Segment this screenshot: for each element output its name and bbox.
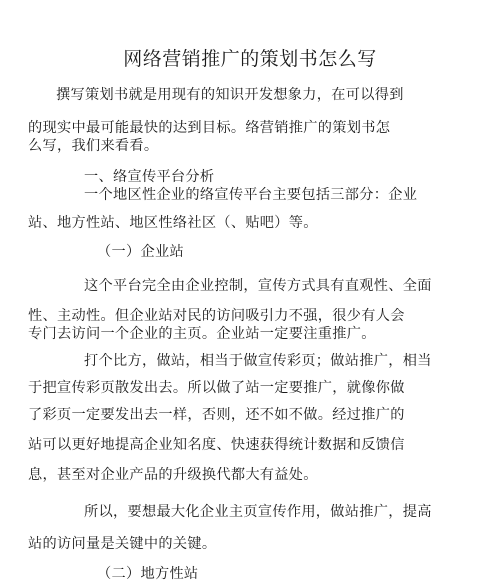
paragraph-line: 站可以更好地提高企业知名度、快速获得统计数据和反馈信 [28, 437, 405, 453]
paragraph-line: 息，甚至对企业产品的升级换代都大有益处。 [28, 467, 318, 483]
section-heading: 一、络宣传平台分析 [84, 169, 215, 185]
paragraph-line: 打个比方，做站，相当于做宣传彩页；做站推广，相当 [84, 353, 432, 369]
paragraph-line: 了彩页一定要发出去一样，否则，还不如不做。经过推广的 [28, 407, 405, 423]
paragraph-line: 这个平台完全由企业控制，宣传方式具有直观性、全面 [84, 278, 432, 294]
subsection-heading: （一）企业站 [97, 244, 184, 260]
paragraph-line: 么写，我们来看看。 [28, 138, 159, 154]
paragraph-line: 站、地方性站、地区性络社区（、贴吧）等。 [28, 215, 318, 231]
paragraph-line: 撰写策划书就是用现有的知识开发想象力，在可以得到 [56, 87, 404, 103]
paragraph-line: 的现实中最可能最快的达到目标。络营销推广的策划书怎 [28, 120, 391, 136]
paragraph-line: 专门去访问一个企业的主页。企业站一定要注重推广。 [28, 326, 376, 342]
paragraph-line: 一个地区性企业的络宣传平台主要包括三部分：企业 [84, 187, 418, 203]
paragraph-line: 性、主动性。但企业站对民的访问吸引力不强，很少有人会 [28, 308, 405, 324]
subsection-heading: （二）地方性站 [97, 566, 199, 582]
paragraph-line: 于把宣传彩页散发出去。所以做了站一定要推广，就像你做 [28, 380, 405, 396]
page-title: 网络营销推广的策划书怎么写 [123, 48, 377, 70]
paragraph-line: 所以，要想最大化企业主页宣传作用，做站推广，提高 [84, 504, 432, 520]
paragraph-line: 站的访问量是关键中的关键。 [28, 536, 217, 552]
